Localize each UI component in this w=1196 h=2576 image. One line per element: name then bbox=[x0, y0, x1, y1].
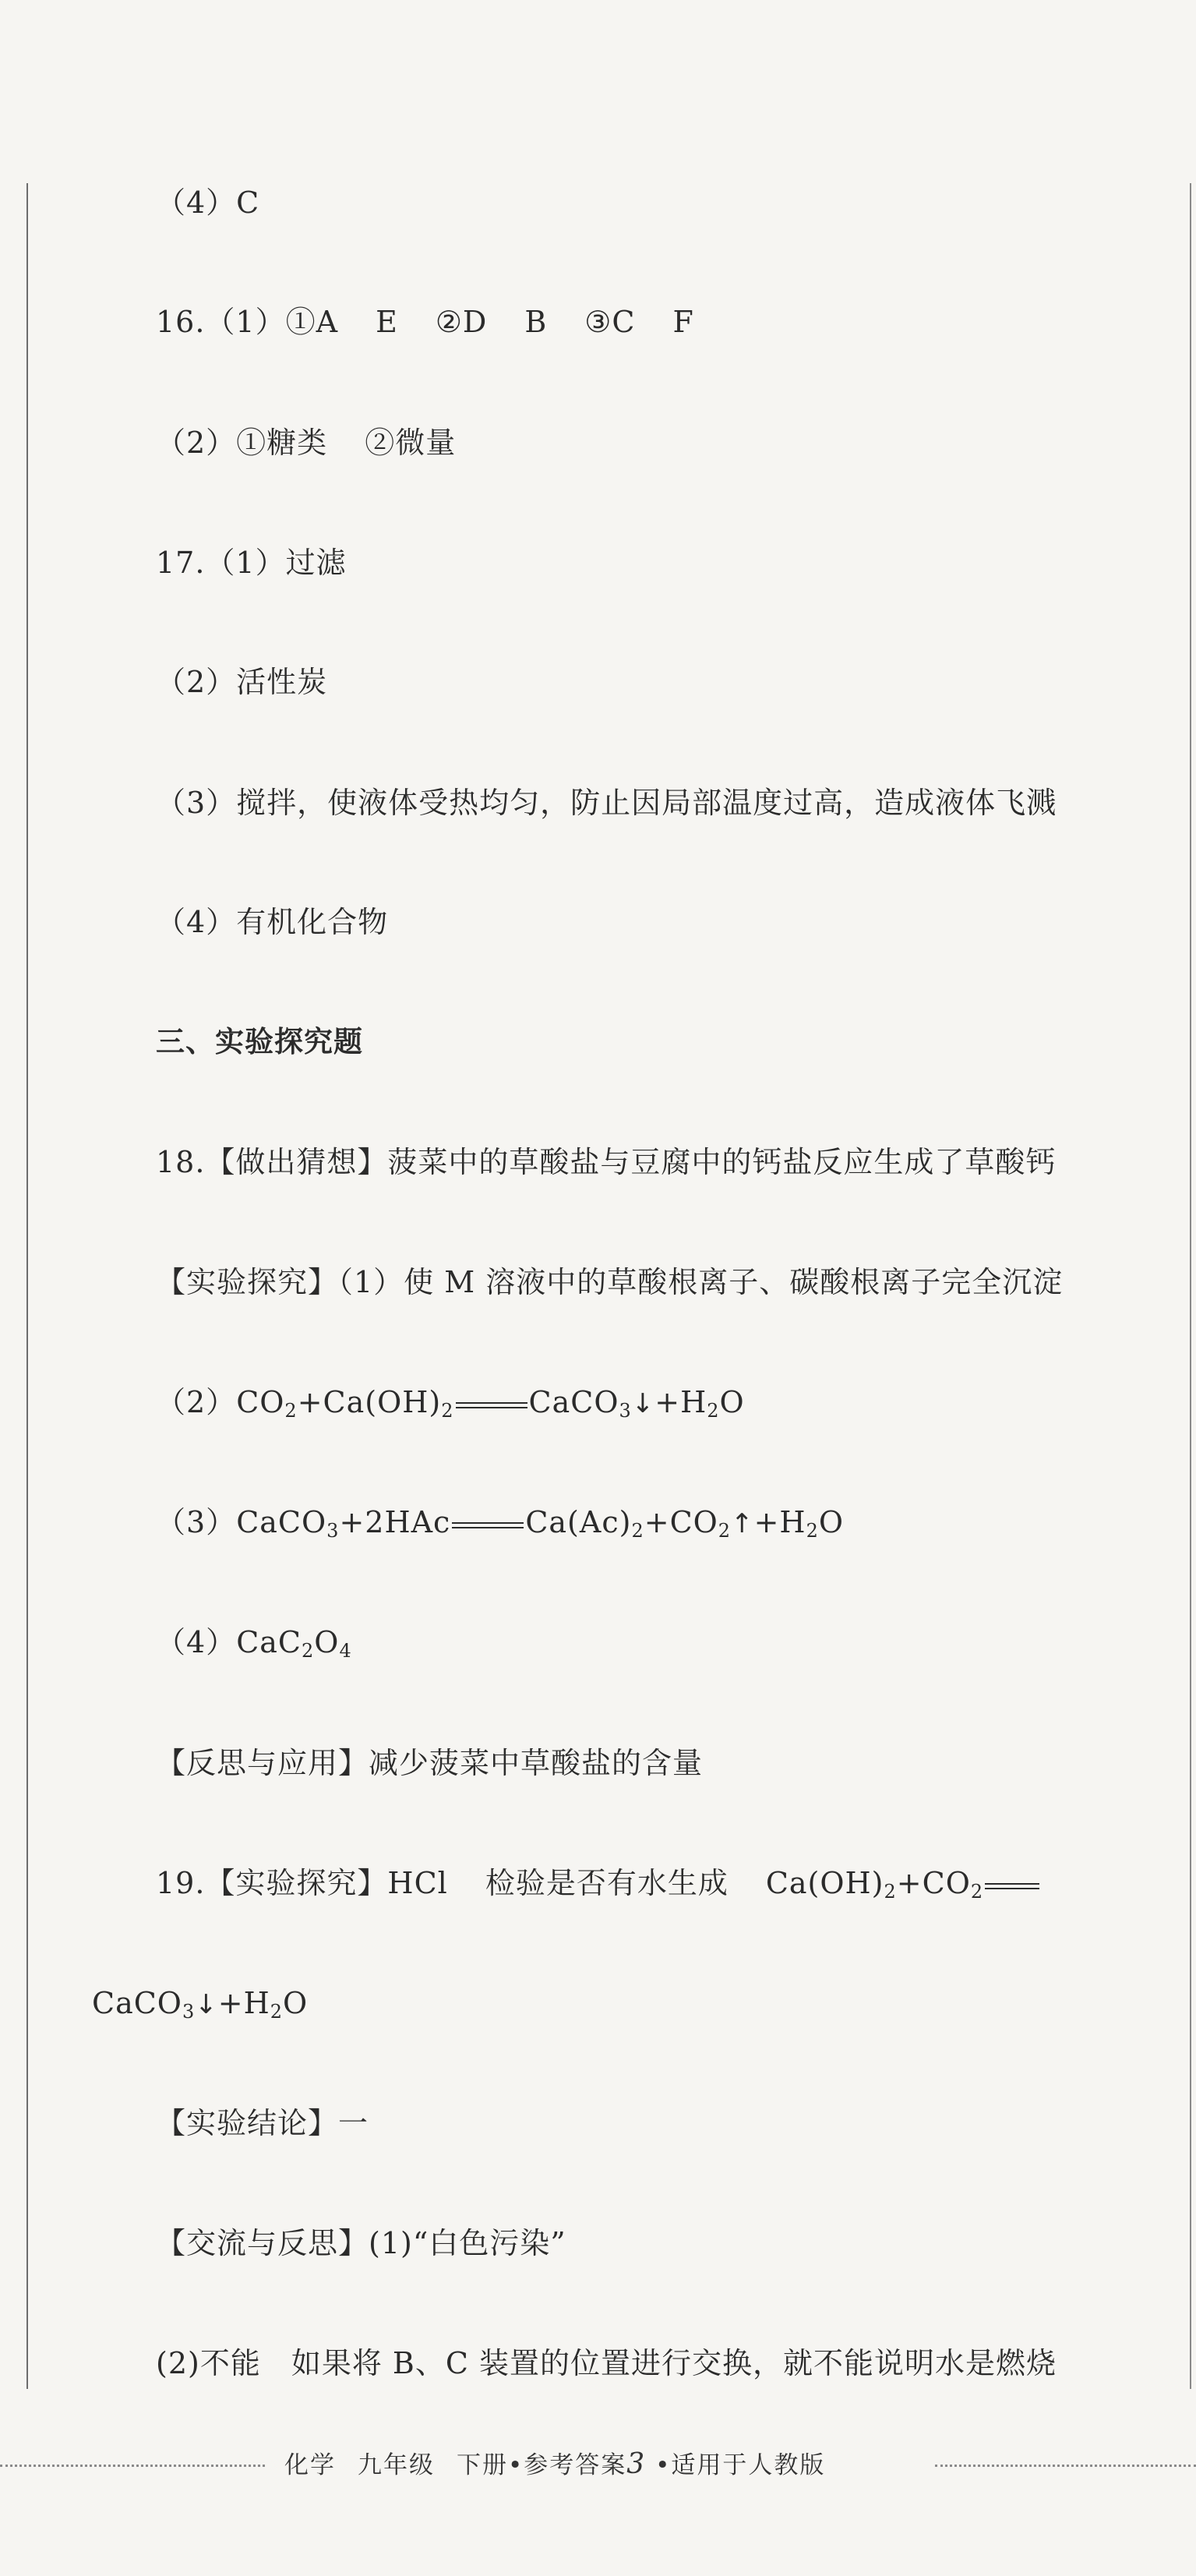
answer-line-19-experiment bbox=[156, 1864, 1041, 1903]
equals-sign bbox=[456, 1401, 527, 1410]
answer-text: 检验是否有水生成 bbox=[485, 1866, 729, 1900]
down-arrow-icon: ↓ bbox=[631, 1388, 655, 1419]
answer-line-17-1 bbox=[156, 543, 347, 582]
answer-text: （2）①糖类 bbox=[156, 426, 328, 460]
section-title: 三、实验探究题 bbox=[156, 1025, 363, 1058]
footer-answers: 参考答案 bbox=[524, 2451, 627, 2479]
answer-line-18-reflection bbox=[156, 1744, 703, 1783]
answer-text: （3） bbox=[156, 1505, 237, 1539]
answer-text: 【反思与应用】减少菠菜中草酸盐的含量 bbox=[156, 1746, 704, 1780]
footer-divider-left bbox=[0, 2465, 265, 2467]
answer-text: 18.【做出猜想】菠菜中的草酸盐与豆腐中的钙盐反应生成了草酸钙 bbox=[156, 1145, 1057, 1179]
answer-text: （4） bbox=[156, 1625, 237, 1659]
left-margin-rule bbox=[26, 183, 28, 2389]
answer-line-17-4 bbox=[156, 903, 388, 942]
answer-line-18-4 bbox=[156, 1623, 352, 1662]
answer-line-19-discussion-2 bbox=[156, 2344, 1057, 2383]
footer-grade: 九年级 bbox=[358, 2451, 435, 2479]
answer-line-18-experiment bbox=[156, 1263, 1063, 1302]
footer-separator: • bbox=[655, 2451, 672, 2479]
answer-text: （2）活性炭 bbox=[156, 665, 328, 699]
footer-separator: • bbox=[508, 2451, 524, 2479]
answer-line-17-2 bbox=[156, 663, 327, 701]
equals-sign bbox=[985, 1882, 1039, 1891]
page-number: 3 bbox=[626, 2448, 647, 2480]
answer-text: (2)不能 如果将 B、C 装置的位置进行交换，就不能说明水是燃烧 bbox=[156, 2346, 1057, 2380]
equals-sign bbox=[452, 1521, 524, 1530]
answer-text: （4）有机化合物 bbox=[156, 905, 389, 939]
answer-text: B bbox=[524, 305, 548, 339]
answer-text: （2） bbox=[156, 1385, 237, 1419]
answer-text: 17.（1）过滤 bbox=[156, 546, 347, 580]
footer-edition: 适用于人教版 bbox=[671, 2451, 826, 2479]
footer-divider-right bbox=[935, 2465, 1196, 2467]
chem-equation: $Ca(OH)_2+CO_2$ bbox=[766, 1866, 1041, 1900]
right-margin-rule bbox=[1190, 183, 1191, 2389]
footer-text bbox=[284, 2445, 825, 2485]
answer-line-16-1 bbox=[156, 302, 694, 341]
answer-text: 【交流与反思】(1)“白色污染” bbox=[156, 2226, 566, 2260]
answer-text: 16.（1）①A bbox=[156, 305, 339, 339]
equation-continuation bbox=[92, 1984, 308, 2024]
section-heading bbox=[156, 1023, 363, 1062]
answer-text: F bbox=[672, 305, 694, 339]
answer-text: （4）C bbox=[156, 186, 260, 220]
answer-text: 【实验结论】一 bbox=[156, 2106, 369, 2140]
answer-text: 【实验探究】（1）使 M 溶液中的草酸根离子、碳酸根离子完全沉淀 bbox=[156, 1265, 1064, 1299]
chem-equation: $CO_2+Ca(OH)_2$ $CaCO_3↓+H_2O$ bbox=[236, 1385, 745, 1422]
answer-line-19-discussion-1 bbox=[156, 2224, 566, 2263]
down-arrow-icon: ↓ bbox=[195, 1989, 218, 2020]
up-arrow-icon: ↑ bbox=[731, 1508, 754, 1539]
answer-line-16-2 bbox=[156, 423, 456, 462]
answer-line bbox=[156, 183, 259, 222]
answer-line-17-3 bbox=[156, 783, 1057, 822]
chem-equation: $CaCO_3↓+H_2O$ bbox=[92, 1986, 309, 2023]
answer-text: E bbox=[376, 305, 398, 339]
footer-subject: 化学 bbox=[284, 2451, 336, 2479]
chem-formula: $CaC_2O_4$ bbox=[236, 1625, 352, 1662]
equation-line-2 bbox=[156, 1503, 844, 1543]
equation-line-1 bbox=[156, 1383, 745, 1423]
answer-line-19-conclusion bbox=[156, 2104, 369, 2143]
chem-equation: CaCO$_3$+2HAc $Ca(Ac)_2+CO_2↑+H_2O$ bbox=[236, 1505, 844, 1542]
footer-volume: 下册 bbox=[457, 2451, 508, 2479]
answer-text: ③C bbox=[584, 305, 636, 339]
answer-text: （3）搅拌，使液体受热均匀，防止因局部温度过高，造成液体飞溅 bbox=[156, 786, 1057, 820]
answer-text: ②微量 bbox=[365, 426, 457, 460]
answer-line-18-hypothesis bbox=[156, 1143, 1056, 1182]
page-footer bbox=[0, 2445, 1196, 2484]
answer-text: ②D bbox=[435, 305, 488, 339]
answer-text: 19.【实验探究】HCl bbox=[156, 1866, 448, 1900]
